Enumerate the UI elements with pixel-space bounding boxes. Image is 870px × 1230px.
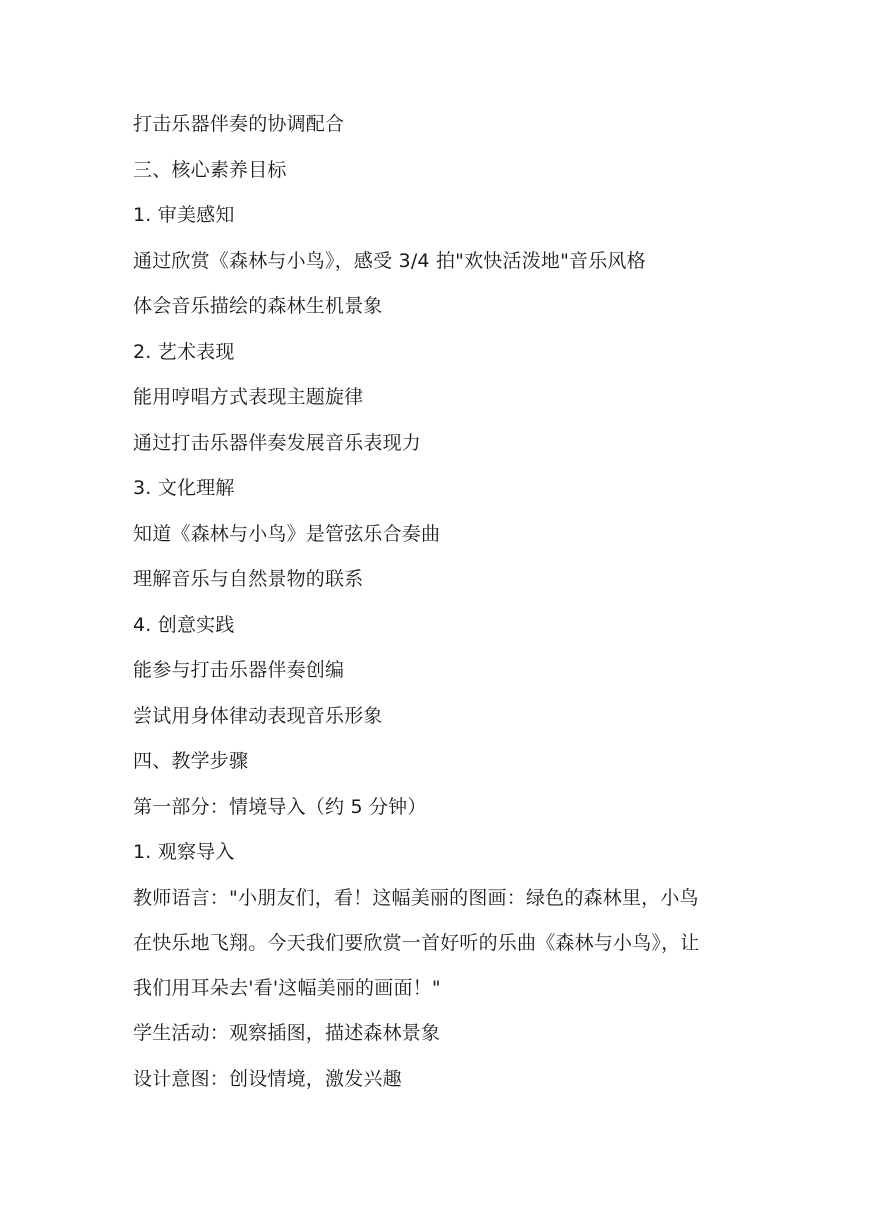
student-activity-line: 学生活动：观察插图，描述森林景象 bbox=[133, 1022, 441, 1044]
design-intent-line: 设计意图：创设情境，激发兴趣 bbox=[133, 1067, 402, 1090]
text-line: 尝试用身体律动表现音乐形象 bbox=[133, 704, 383, 727]
section-heading: 四、教学步骤 bbox=[133, 750, 249, 772]
section-heading: 三、核心素养目标 bbox=[133, 158, 287, 181]
paragraph-line: 教师语言："小朋友们，看！这幅美丽的图画：绿色的森林里，小鸟 bbox=[133, 886, 699, 909]
subsection-heading: 1. 观察导入 bbox=[133, 841, 235, 863]
subsection-heading: 1. 审美感知 bbox=[133, 204, 235, 226]
text-line: 能参与打击乐器伴奏创编 bbox=[133, 659, 345, 681]
part-heading: 第一部分：情境导入（约 5 分钟） bbox=[133, 795, 427, 818]
document-body bbox=[133, 110, 753, 1093]
subsection-heading: 2. 艺术表现 bbox=[133, 340, 235, 363]
paragraph-line: 在快乐地飞翔。今天我们要欣赏一首好听的乐曲《森林与小鸟》，让 bbox=[133, 931, 700, 954]
text-line: 通过欣赏《森林与小鸟》，感受 3/4 拍"欢快活泼地"音乐风格 bbox=[133, 249, 646, 272]
subsection-heading: 3. 文化理解 bbox=[133, 477, 235, 499]
paragraph-line: 我们用耳朵去'看'这幅美丽的画面！" bbox=[133, 976, 441, 999]
subsection-heading: 4. 创意实践 bbox=[133, 613, 235, 636]
text-line: 理解音乐与自然景物的联系 bbox=[133, 568, 364, 590]
text-line: 体会音乐描绘的森林生机景象 bbox=[133, 295, 383, 317]
text-line: 知道《森林与小鸟》是管弦乐合奏曲 bbox=[133, 522, 441, 545]
text-line: 打击乐器伴奏的协调配合 bbox=[133, 113, 345, 135]
teacher-speech-paragraph bbox=[133, 884, 753, 1002]
text-line: 能用哼唱方式表现主题旋律 bbox=[133, 386, 364, 408]
text-line: 通过打击乐器伴奏发展音乐表现力 bbox=[133, 431, 422, 454]
